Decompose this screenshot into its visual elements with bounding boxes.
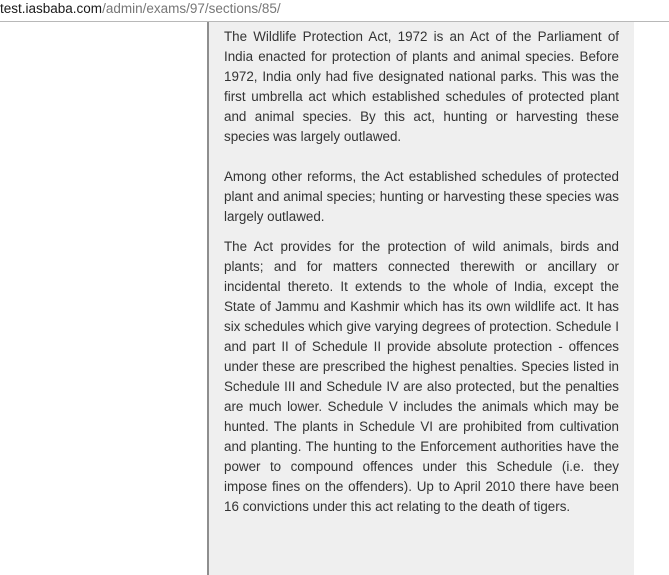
article-paragraph-1: The Wildlife Protection Act, 1972 is an Act of the Parliament of India enacted for protection of plants and animal species. Before 1972, India only had five designated national parks. This was the first umbrella act which established schedules of protected plant and animal species. By this act, hunting or harvesting these species was largely outlawed. — [224, 29, 619, 144]
article-body — [224, 27, 619, 517]
article-paragraph-3: The Act provides for the protection of wild animals, birds and plants; and for matters connected therewith or ancillary or incidental thereto. It extends to the whole of India, except the State of Jammu and Kashmir which has its own wildlife act. It has six schedules which give varying degrees of protection. Schedule I and part II of Schedule II provide absolute protection - offences under these are prescribed the highest penalties. Species listed in Schedule III and Schedule IV are also protected, but the penalties are much lower. Schedule V includes the animals which may be hunted. The plants in Schedule VI are prohibited from cultivation and planting. The hunting to the Enforcement authorities have the power to compound offences under this Schedule (i.e. they impose fines on the offenders). Up to April 2010 there have been 16 convictions under this act relating to the death of tigers. — [224, 239, 619, 514]
address-bar[interactable] — [0, 0, 669, 19]
article-paragraph-2: Among other reforms, the Act established schedules of protected plant and animal species; hunting or harvesting these species was largely outlawed. — [224, 169, 619, 224]
url-host: test.iasbaba.com — [0, 1, 103, 16]
url-path: /admin/exams/97/sections/85/ — [102, 1, 281, 16]
